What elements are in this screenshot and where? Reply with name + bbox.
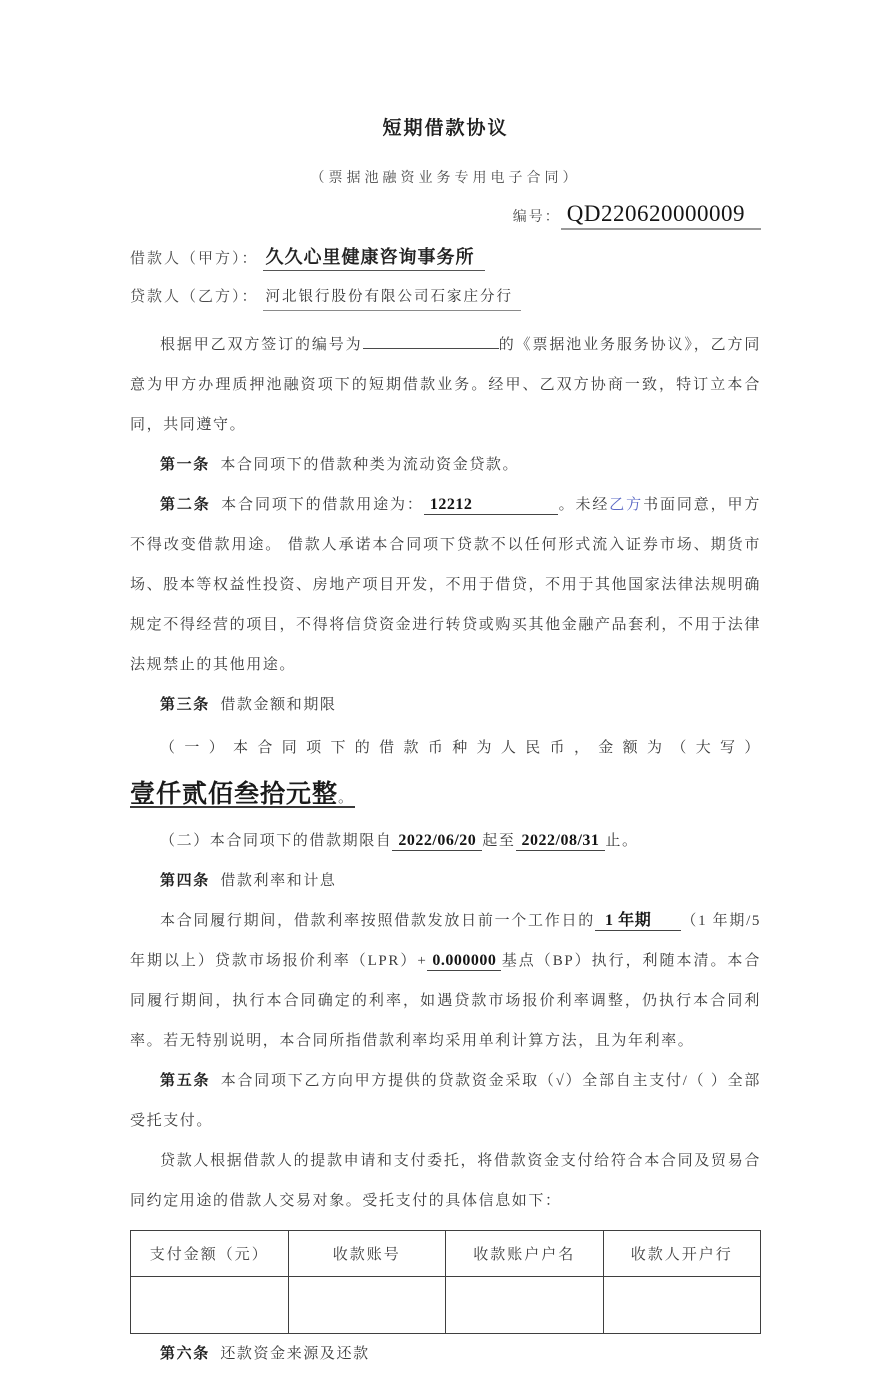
term-mid: 起至: [482, 833, 516, 849]
article-3-label: 第三条: [160, 697, 210, 713]
borrower-label: 借款人（甲方）：: [130, 251, 259, 267]
lender-name: 河北银行股份有限公司石家庄分行: [263, 285, 522, 311]
article-3-heading: [130, 685, 761, 725]
contract-content: [130, 0, 761, 1374]
amount-period: 。: [338, 790, 355, 806]
article-6-label: 第六条: [160, 1346, 210, 1362]
intro-text-1: 根据甲乙双方签订的编号为: [160, 337, 363, 353]
doc-title: 短期借款协议: [382, 118, 509, 139]
contract-number-row: [130, 201, 761, 235]
loan-amount-words: 壹仟贰佰叁拾元整: [130, 780, 339, 808]
article-5-paragraph-2: [130, 1141, 761, 1221]
article-4-label: 第四条: [160, 873, 210, 889]
blank-agreement-number: [363, 333, 499, 349]
article-5: [130, 1061, 761, 1141]
article-5-label: 第五条: [160, 1073, 211, 1089]
entrusted-payment-table: [130, 1230, 761, 1334]
article-5-text: 本合同项下乙方向甲方提供的贷款资金采取（√）全部自主支付/（ ）全部受托支付。: [130, 1073, 761, 1129]
article-2-label: 第二条: [160, 497, 211, 513]
rate-text-3: 基点（BP）执行，利随本清。本合同履行期间，执行本合同确定的利率，如遇贷款市场报价利率调整，仍执行本合同利率。若无特别说明，本合同所指借款利率均采用单利计算方法，且为年利率。: [130, 953, 762, 1049]
col-payment-amount: 支付金额（元）: [131, 1231, 289, 1277]
rate-text-1: 本合同履行期间，借款利率按照借款发放日前一个工作日的: [160, 913, 595, 929]
party-b-highlight: 乙方: [609, 497, 644, 513]
lpr-term-value: 1 年期: [595, 912, 681, 931]
article-3-title: 借款金额和期限: [220, 697, 337, 713]
doc-subtitle: （票据池融资业务专用电子合同）: [310, 171, 581, 186]
lender-row: [130, 285, 761, 319]
article-1-label: 第一条: [160, 457, 210, 473]
col-payee-account: 收款账号: [288, 1231, 446, 1277]
article-3-item-2: [130, 821, 761, 861]
table-header-row: [131, 1231, 761, 1277]
basis-points-value: 0.000000: [427, 952, 501, 971]
article-2-text-a: 。未经: [558, 497, 610, 513]
amount-underline: [130, 780, 355, 808]
article-4-heading: [130, 861, 761, 901]
article-1: [130, 445, 761, 485]
article-1-text: 本合同项下的借款种类为流动资金贷款。: [220, 457, 520, 473]
cell-payee-account-empty: [288, 1277, 446, 1334]
borrower-name: 久久心里健康咨询事务所: [263, 243, 485, 271]
lender-label: 贷款人（乙方）：: [130, 289, 259, 305]
article-4-body: [130, 901, 761, 1061]
article-6-title: 还款资金来源及还款: [220, 1346, 370, 1362]
cell-payee-account-name-empty: [446, 1277, 604, 1334]
intro-text-2: 的《票据池业务服务协议》，乙方同意为甲方办理质押池融资项下的短期借款业务。经甲、乙双方协商一致，特订立本合同，共同遵守。: [130, 337, 761, 433]
table-empty-row: [131, 1277, 761, 1334]
term-lead: （二）本合同项下的借款期限自: [160, 833, 393, 849]
loan-start-date: 2022/06/20: [392, 832, 482, 851]
cell-payee-bank-empty: [603, 1277, 761, 1334]
cell-payment-amount-empty: [131, 1277, 289, 1334]
borrower-row: [130, 243, 761, 277]
contract-number-label: 编号：: [512, 210, 561, 225]
col-payee-account-name: 收款账户户名: [446, 1231, 604, 1277]
loan-end-date: 2022/08/31: [516, 832, 606, 851]
article-2-text-b: 书面同意，甲方不得改变借款用途。 借款人承诺本合同项下贷款不以任何形式流入证券市场、期货市场、股本等权益性投资、房地产项目开发，不用于借贷，不用于其他国家法律法规明确规定不得经营的项目，不得将信贷资金进行转贷或购买其他金融产品套利，不用于法律法规禁止的其他用途。: [130, 497, 761, 673]
contract-number-value: QD220620000009: [561, 201, 761, 230]
article-2-lead: 本合同项下的借款用途为：: [221, 497, 424, 513]
rate-text-2: （1 年期/5 年期以上）贷款市场报价利率（LPR）+: [130, 913, 761, 969]
intro-paragraph: [130, 325, 761, 445]
article-6-heading: [130, 1334, 761, 1374]
entrusted-payment-text: 贷款人根据借款人的提款申请和支付委托，将借款资金支付给符合本合同及贸易合同约定用途的借款人交易对象。受托支付的具体信息如下：: [130, 1153, 761, 1209]
amount-lead: （一）本合同项下的借款币种为人民币，金额为（大写）: [160, 740, 761, 756]
term-end: 止。: [605, 833, 639, 849]
col-payee-bank: 收款人开户行: [603, 1231, 761, 1277]
article-2: [130, 485, 761, 685]
article-4-title: 借款利率和计息: [220, 873, 337, 889]
article-3-item-1: [130, 725, 761, 821]
loan-purpose-value: 12212: [424, 496, 559, 515]
